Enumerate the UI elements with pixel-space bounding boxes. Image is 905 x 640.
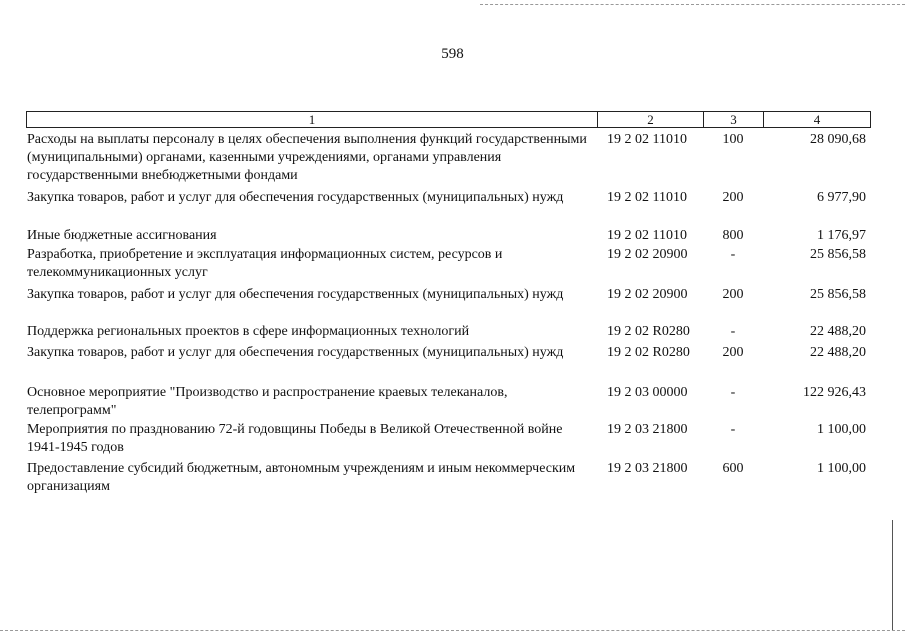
row-type: 100: [722, 132, 744, 147]
row-name: Расходы на выплаты персоналу в целях обеспечения выполнения функций государственными (муниципальными) органами, казенными учреждениями, органами управления государственными внебюджетными фондами: [27, 132, 587, 183]
row-type: 800: [722, 228, 744, 243]
row-amount: 1 176,97: [817, 228, 866, 243]
row-name: Мероприятия по празднованию 72-й годовщины Победы в Великой Отечественной войне 1941-1945 годов: [27, 422, 563, 455]
row-name: Закупка товаров, работ и услуг для обеспечения государственных (муниципальных) нужд: [27, 287, 564, 302]
row-name: Предоставление субсидий бюджетным, автономным учреждениям и иным некоммерческим организациям: [27, 461, 576, 494]
table-header: [26, 111, 871, 128]
header-col-3: 3: [704, 112, 764, 127]
header-col-2: 2: [598, 112, 704, 127]
row-type: -: [730, 247, 736, 262]
row-amount: 25 856,58: [810, 287, 866, 302]
row-name: Основное мероприятие "Производство и распространение краевых телеканалов, телепрограмм": [27, 385, 508, 418]
scan-edge-bottom: [0, 630, 905, 632]
row-code: 19 2 02 R0280: [607, 324, 690, 339]
row-amount: 22 488,20: [810, 324, 866, 339]
row-code: 19 2 02 11010: [607, 190, 687, 205]
row-amount: 6 977,90: [817, 190, 866, 205]
row-type: 200: [722, 345, 744, 360]
header-col-4: 4: [813, 112, 821, 127]
row-code: 19 2 03 00000: [607, 385, 688, 400]
row-code: 19 2 02 20900: [607, 287, 688, 302]
row-code: 19 2 03 21800: [607, 422, 688, 437]
row-name: Закупка товаров, работ и услуг для обеспечения государственных (муниципальных) нужд: [27, 345, 564, 360]
row-code: 19 2 02 11010: [607, 228, 687, 243]
row-name: Разработка, приобретение и эксплуатация информационных систем, ресурсов и телекоммуникационных услуг: [27, 247, 503, 280]
row-type: 600: [722, 461, 744, 476]
header-col-1: 1: [27, 112, 598, 127]
row-amount: 28 090,68: [810, 132, 866, 147]
row-type: 200: [722, 287, 744, 302]
scan-edge-top: [480, 4, 905, 6]
row-name: Закупка товаров, работ и услуг для обеспечения государственных (муниципальных) нужд: [27, 190, 564, 205]
row-type: -: [730, 324, 736, 339]
row-type: -: [730, 422, 736, 437]
row-name: Иные бюджетные ассигнования: [27, 228, 217, 243]
row-name: Поддержка региональных проектов в сфере информационных технологий: [27, 324, 470, 339]
row-amount: 1 100,00: [817, 422, 866, 437]
row-amount: 22 488,20: [810, 345, 866, 360]
row-code: 19 2 02 R0280: [607, 345, 690, 360]
row-type: 200: [722, 190, 744, 205]
row-code: 19 2 02 11010: [607, 132, 687, 147]
row-amount: 25 856,58: [810, 247, 866, 262]
row-code: 19 2 02 20900: [607, 247, 688, 262]
row-type: -: [730, 385, 736, 400]
row-amount: 122 926,43: [803, 385, 866, 400]
scan-edge-right: [892, 520, 893, 630]
page-number: 598: [441, 46, 464, 62]
row-amount: 1 100,00: [817, 461, 866, 476]
row-code: 19 2 03 21800: [607, 461, 688, 476]
